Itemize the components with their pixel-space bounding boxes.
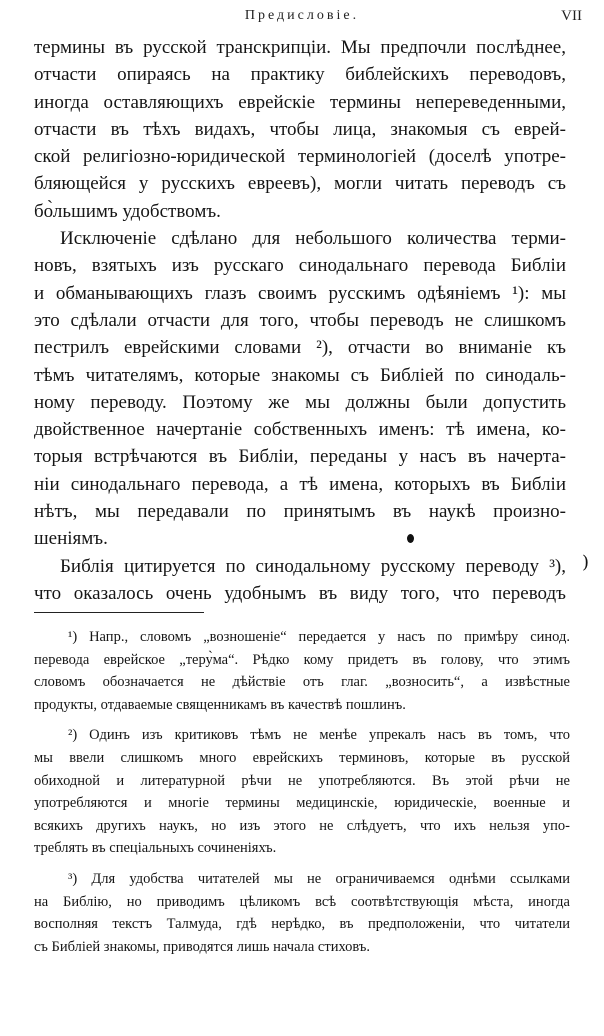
footnote-line: восполняя текстъ Талмуда, гдѣ нерѣдко, въ предположеніи, что читатели [34, 916, 570, 933]
footnotes [34, 626, 570, 966]
text-line: торыя встрѣчаются въ Библіи, переданы у насъ въ начерта- [34, 446, 566, 468]
text-line: ской религіозно-юридической терминологіей (доселѣ употре- [34, 146, 566, 168]
footnote-line: всякихъ другихъ наукъ, но изъ этого не слѣдуетъ, что ихъ нельзя упо- [34, 817, 570, 834]
ink-blot-mark [407, 534, 414, 543]
text-line: Библія цитируется по синодальному русскому переводу ³), [60, 555, 566, 577]
margin-paren-mark: ) [582, 552, 590, 573]
footnote-line: продукты, отдаваемые священникамъ въ качествѣ пошлинъ. [34, 696, 406, 713]
paragraph-2 [34, 225, 566, 553]
footnote-line: ³) Для удобства читателей мы не ограничиваемся однѣми ссылками [68, 870, 570, 887]
footnote-line: ²) Одинъ изъ критиковъ тѣмъ не менѣе упрекалъ насъ въ томъ, что [68, 727, 570, 744]
footnote-line: треблять въ спеціальныхъ сочиненіяхъ. [34, 840, 277, 857]
footnote-line: перевода еврейское „теру̀ма“. Рѣдко кому придетъ въ голову, что этимъ [34, 651, 570, 668]
footnote-2 [34, 724, 570, 860]
text-line: что оказалось очень удобнымъ въ виду того, что переводъ [34, 582, 566, 604]
text-line: тѣмъ читателямъ, которые знакомы съ Библіей по синодаль- [34, 364, 566, 386]
footnote-line: съ Библіей знакомы, приводятся лишь начала стиховъ. [34, 938, 371, 955]
text-line: иногда оставляющихъ еврейскіе термины непереведенными, [34, 91, 566, 113]
footnote-line: обиходной и литературной рѣчи не употребляются. Въ этой рѣчи не [34, 772, 570, 789]
text-line: пестрилъ еврейскими словами ²), отчасти во вниманіе къ [34, 337, 566, 359]
text-line: ному переводу. Поэтому же мы должны были допустить [34, 391, 566, 413]
running-title: Предисловіе. [244, 8, 360, 23]
footnote-line: мы ввели слишкомъ много еврейскихъ терминовъ, которые въ русской [34, 749, 570, 766]
body-text [34, 34, 566, 607]
page-number: VII [561, 8, 582, 24]
text-line: и обманывающихъ глазъ своимъ русскимъ одѣяніемъ ¹): мы [34, 282, 566, 304]
text-line: бляющейся у русскихъ евреевъ), могли читать переводъ съ [34, 173, 566, 195]
running-head [0, 6, 604, 30]
text-line: бо̀льшимъ удобствомъ. [34, 200, 221, 222]
footnote-line: словомъ обозначается не дѣйствіе отъ глаг. „возносить“, а извѣстные [34, 674, 570, 691]
text-line: отчасти опираясь на практику библейскихъ переводовъ, [34, 64, 566, 86]
footnote-line: на Библію, но приводимъ цѣликомъ всѣ соотвѣтствующія мѣста, иногда [34, 893, 570, 910]
footnote-3 [34, 868, 570, 958]
text-line: двойственное начертаніе собственныхъ именъ: тѣ имена, ко- [34, 419, 566, 441]
text-line: это сдѣлали отчасти для того, чтобы переводъ не слишкомъ [34, 309, 566, 331]
text-line: ніи синодальнаго перевода, а тѣ имена, которыхъ въ Библіи [34, 473, 566, 495]
text-line: нѣтъ, мы передавали по принятымъ въ наукѣ произно- [34, 501, 566, 523]
footnote-line: употребляются и многіе термины медицинскіе, юридическіе, военные и [34, 795, 570, 812]
footnote-line: ¹) Напр., словомъ „возношеніе“ передается у насъ по примѣру синод. [68, 629, 570, 645]
text-line: новъ, взятыхъ изъ русскаго синодальнаго перевода Библіи [34, 255, 566, 277]
text-line: Исключеніе сдѣлано для небольшого количества терми- [60, 228, 566, 250]
footnote-1 [34, 626, 570, 716]
footnote-divider [34, 612, 204, 613]
text-line: шеніямъ. [34, 528, 108, 550]
paragraph-3 [34, 553, 566, 608]
text-line: отчасти въ тѣхъ видахъ, чтобы лица, знакомыя съ еврей- [34, 118, 566, 140]
paragraph-1 [34, 34, 566, 225]
text-line: термины въ русской транскрипціи. Мы предпочли послѣднее, [34, 37, 566, 58]
